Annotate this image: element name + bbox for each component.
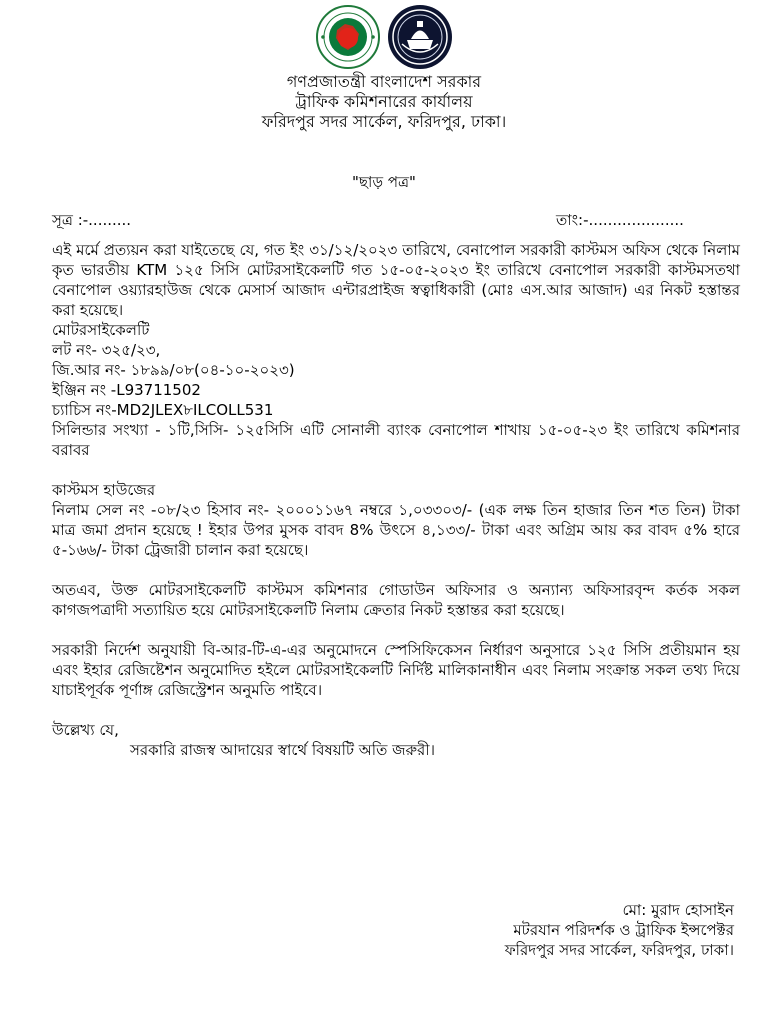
header-office: ট্রাফিক কমিশনারের কার্যালয় [295,92,473,111]
note-text: সরকারি রাজস্ব আদায়ের স্বার্থে বিষয়টি অতি জরুরী। [130,741,435,759]
government-seal-icon [315,4,381,70]
signature-block [505,900,734,960]
handover-paragraph: অতএব, উক্ত মোটরসাইকেলটি কাস্টমস কমিশনার গোডাউন অফিসার ও অন্যান্য অফিসারবৃন্দ কর্তক সকল কাগজপত্রাদী সত্যায়িত হয়ে মোটরসাইকেলটি নিলাম ক্রেতার নিকট হস্তান্তর করা হয়েছে। [52,581,740,619]
cylinder-details: সিলিন্ডার সংখ্যা - ১টি,সিসি- ১২৫সিসি এটি সোনালী ব্যাংক বেনাপোল শাখায় ১৫-০৫-২৩ ইং তারিখে কমিশনার বরাবর [52,421,740,459]
signatory-name: মো: মুরাদ হোসাইন [622,901,734,919]
chassis-number: চ্যাচিস নং-MD2JLEX৮ILCOLL531 [52,401,274,419]
header-country: গণপ্রজাতন্ত্রী বাংলাদেশ সরকার [286,72,482,91]
header-circle: ফরিদপুর সদর সার্কেল, ফরিদপুর, ঢাকা। [261,112,507,131]
police-badge-icon [387,4,453,70]
certification-paragraph: এই মর্মে প্রত্যয়ন করা যাইতেছে যে, গত ইং ৩১/১২/২০২৩ তারিখে, বেনাপোল সরকারী কাস্টমস অফিস থেকে নিলাম কৃত ভারতীয় KTM ১২৫ সিসি মোটরসাইকেলটি গত ১৫-০৫-২০২৩ ইং তারিখে বেনাপোল সরকারী কাস্টমসতথা বেনাপোল ওয়্যারহাউজ থেকে মেসার্স আজাদ এন্টারপ্রাইজ স্বত্বাধিকারী (মোঃ এস.আর আজাদ) এর নিকট হস্তান্তর করা হয়েছে। [52,241,740,319]
vehicle-heading: মোটরসাইকেলটি [52,321,150,339]
engine-number: ইঞ্জিন নং -L93711502 [52,381,201,399]
customs-heading: কাস্টমস হাউজের [52,481,156,499]
gr-number: জি.আর নং- ১৮৯৯/০৮(০৪-১০-২০২৩) [52,361,295,379]
lot-number: লট নং- ৩২৫/২৩, [52,341,161,359]
reference-field: সূত্র :-......... [52,211,132,229]
letter-subject: "ছাড় পত্র" [352,173,416,191]
directive-paragraph: সরকারী নির্দেশ অনুযায়ী বি-আর-টি-এ-এর অনুমোদনে স্পেসিফিকেসন নির্ধারণ অনুসারে ১২৫ সিসি প্রতীয়মান হয় এবং ইহার রেজিষ্টেশন অনুমোদিত হইলে মোটরসাইকেলটি নির্দিষ্ট মালিকানাধীন এবং নিলাম সংক্রান্ত সকল তথ্য দিয়ে যাচাইপূর্বক পূর্ণাঙ্গ রেজিস্ট্রেশন অনুমতি পাইবে। [52,641,740,699]
letter-body [52,240,740,760]
signatory-title: মটরযান পরিদর্শক ও ট্রাফিক ইন্সপেক্টর [513,921,734,939]
letterhead [0,72,768,132]
date-field: তাং:-.................... [556,211,684,229]
logo-row [0,4,768,72]
note-heading: উল্লেখ্য যে, [52,721,119,739]
signatory-office: ফরিদপুর সদর সার্কেল, ফরিদপুর, ঢাকা। [504,941,734,959]
auction-payment-paragraph: নিলাম সেল নং -০৮/২৩ হিসাব নং- ২০০০১১৬৭ নম্বরে ১,০৩৩০৩/- (এক লক্ষ তিন হাজার তিন শত তিন) টাকা মাত্র জমা প্রদান হয়েছে ! ইহার উপর মুসক বাবদ 8% উৎসে ৪,১৩৩/- টাকা এবং অগ্রিম আয় কর বাবদ ৫% হারে ৫-১৬৬/- টাকা ট্রেজারী চালান করা হয়েছে। [52,501,740,559]
